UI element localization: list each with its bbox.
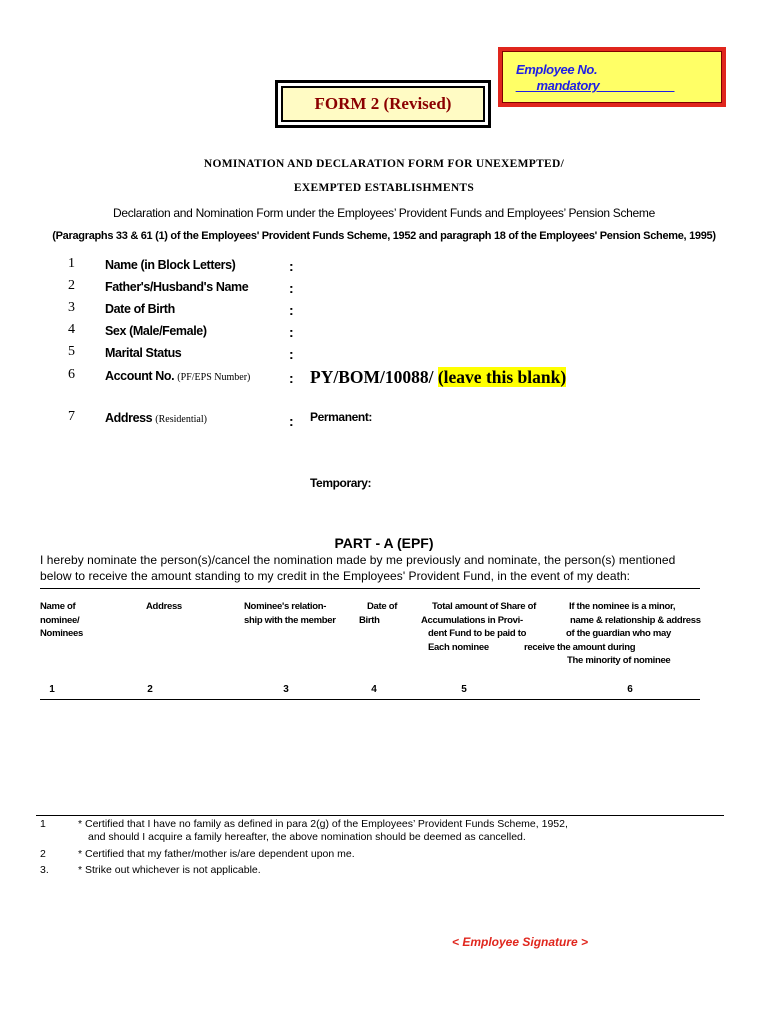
form-paragraph-reference: (Paragraphs 33 & 61 (1) of the Employees' Provident Funds Scheme, 1952 and paragraph 18 of the Employees' Pension Scheme, 1995)	[52, 230, 716, 242]
field-colon: :	[289, 346, 294, 362]
account-number-prefix: PY/BOM/10088/	[310, 367, 434, 387]
footnote-2-line1: * Certified that my father/mother is/are dependent upon me.	[78, 848, 355, 860]
field-number: 7	[68, 409, 75, 424]
employee-number-label: Employee No.	[516, 62, 598, 77]
field-label-marital-status: Marital Status	[105, 346, 182, 360]
employee-number-box	[498, 47, 726, 107]
field-label-account-no	[105, 369, 250, 383]
address-permanent-label: Permanent:	[310, 410, 373, 424]
column-number: 1	[49, 684, 55, 695]
account-number-instruction: (leave this blank)	[437, 367, 567, 387]
footnote-rule	[36, 815, 724, 816]
field-label-address	[105, 411, 207, 425]
column-header-guardian: If the nominee is a minor, name & relationship & address of the guardian who may receive the amount during The minority of nominee	[524, 601, 701, 666]
form-subheading: Declaration and Nomination Form under the Employees’ Provident Funds and Employees’ Pension Scheme	[112, 206, 655, 220]
field-number: 6	[68, 367, 75, 382]
column-number: 4	[371, 684, 377, 695]
column-header-date-of-birth: Date of Birth	[359, 601, 398, 626]
field-number: 3	[68, 300, 75, 315]
field-colon: :	[289, 413, 294, 429]
column-number: 6	[627, 684, 633, 695]
field-colon: :	[289, 324, 294, 340]
part-a-paragraph-line1: I hereby nominate the person(s)/cancel the nomination made by me previously and nominate, the person(s) mentioned	[40, 553, 676, 567]
field-label-date-of-birth: Date of Birth	[105, 302, 175, 316]
column-header-nominee-name: Name of nominee/ Nominees	[40, 601, 84, 639]
employee-signature-label: < Employee Signature >	[452, 935, 589, 949]
field-number: 1	[68, 256, 75, 271]
address-temporary-label: Temporary:	[310, 476, 372, 490]
part-a-paragraph-line2: below to receive the amount standing to my credit in the Employees' Provident Fund, in the event of my death:	[40, 569, 631, 583]
part-a-title: PART - A (EPF)	[334, 535, 434, 551]
column-number: 2	[147, 684, 153, 695]
form-heading-line2: EXEMPTED ESTABLISHMENTS	[293, 182, 475, 194]
column-number: 3	[283, 684, 289, 695]
table-top-rule	[40, 588, 700, 589]
field-label-name: Name (in Block Letters)	[105, 258, 236, 272]
column-number: 5	[461, 684, 467, 695]
account-no-note: (PF/EPS Number)	[177, 372, 251, 383]
address-label: Address	[105, 411, 153, 425]
footnote-1-line1: * Certified that I have no family as defined in para 2(g) of the Employees’ Provident Funds Scheme, 1952,	[78, 818, 568, 830]
employee-number-field[interactable]: ___mandatory___________	[516, 78, 675, 93]
account-number-value	[310, 367, 566, 388]
form-title-box	[275, 80, 491, 128]
field-colon: :	[289, 370, 294, 386]
field-colon: :	[289, 258, 294, 274]
address-note: (Residential)	[155, 414, 207, 425]
footnote-number: 2	[40, 848, 46, 860]
table-header-rule	[40, 699, 700, 700]
footnote-number: 1	[40, 818, 46, 830]
form-title: FORM 2 (Revised)	[281, 86, 485, 122]
field-label-father-husband-name: Father's/Husband's Name	[105, 280, 249, 294]
field-colon: :	[289, 302, 294, 318]
field-colon: :	[289, 280, 294, 296]
column-header-share-amount: Total amount of Share of Accumulations in Provi- dent Fund to be paid to Each nominee	[421, 601, 536, 653]
account-no-label: Account No.	[105, 369, 175, 383]
footnote-1-line2: and should I acquire a family hereafter, the above nomination should be deemed as cancelled.	[88, 831, 526, 843]
field-number: 4	[68, 322, 75, 337]
column-header-address: Address	[146, 601, 182, 612]
form-heading-line1: NOMINATION AND DECLARATION FORM FOR UNEXEMPTED/	[203, 158, 565, 170]
footnote-3-line1: * Strike out whichever is not applicable.	[78, 864, 261, 876]
footnote-number: 3.	[40, 864, 49, 876]
field-label-sex: Sex (Male/Female)	[105, 324, 207, 338]
column-header-relationship: Nominee's relation- ship with the member	[244, 601, 336, 626]
field-number: 2	[68, 278, 75, 293]
field-number: 5	[68, 344, 75, 359]
